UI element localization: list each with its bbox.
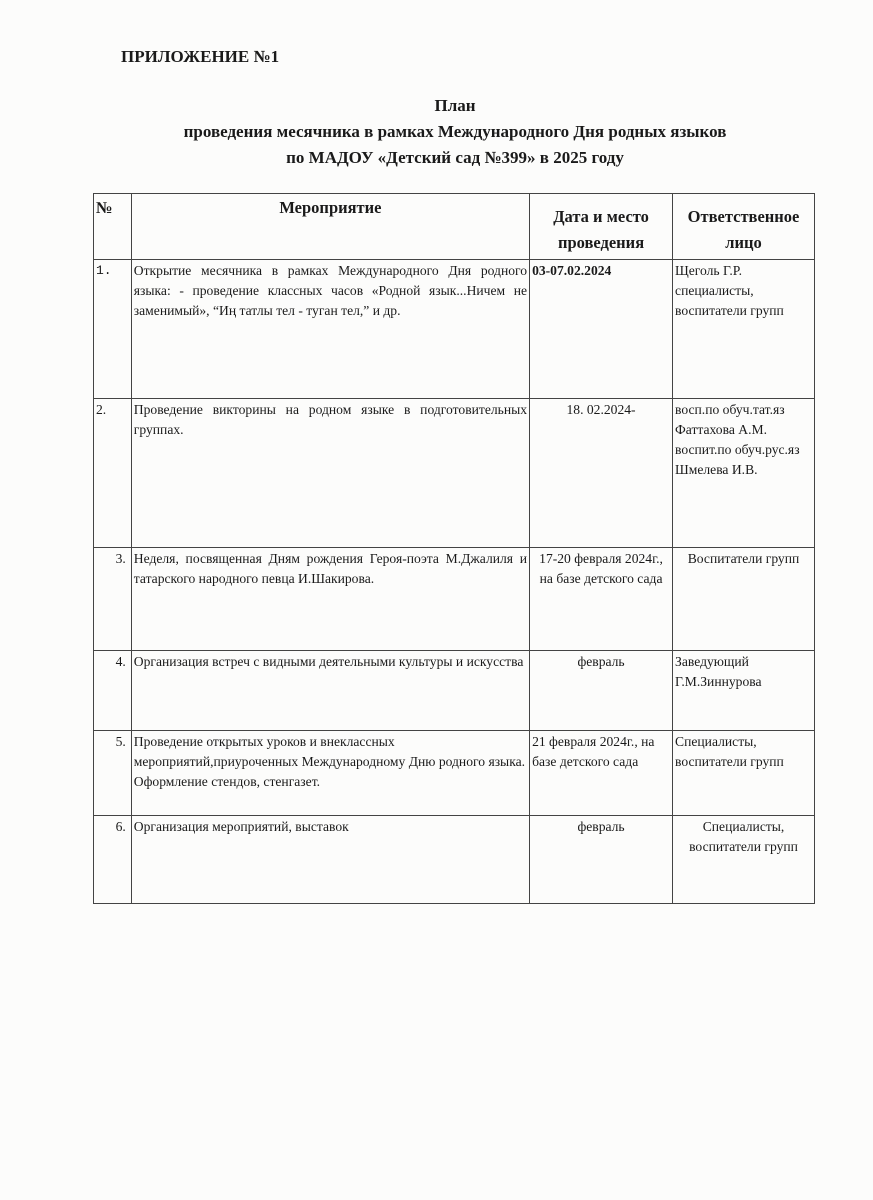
- row-date: февраль: [530, 816, 673, 904]
- row-responsible: Специалисты, воспитатели групп: [673, 731, 815, 816]
- row-date: 21 февраля 2024г., на базе детского сада: [530, 731, 673, 816]
- row-event: Организация мероприятий, выставок: [131, 816, 529, 904]
- table-header-row: [94, 194, 815, 260]
- row-event: Проведение викторины на родном языке в подготовительных группах.: [131, 399, 529, 548]
- row-event: Открытие месячника в рамках Международного Дня родного языка: - проведение классных часов «Родной язык...Ничем не заменимый», “Иң татлы тел - туган тел,” и др.: [131, 260, 529, 399]
- row-event: Проведение открытых уроков и внеклассных мероприятий,приуроченных Международному Дню родного языка. Оформление стендов, стенгазет.: [131, 731, 529, 816]
- row-number: 4.: [94, 651, 132, 731]
- header-number: №: [94, 194, 132, 260]
- row-number: 1.: [94, 260, 132, 399]
- title-line-1: План: [434, 96, 476, 115]
- row-responsible: восп.по обуч.тат.яз Фаттахова А.М. воспит.по обуч.рус.яз Шмелева И.В.: [673, 399, 815, 548]
- appendix-label: ПРИЛОЖЕНИЕ №1: [121, 47, 280, 66]
- row-date: 03-07.02.2024: [530, 260, 673, 399]
- table-row: [94, 548, 815, 651]
- plan-table: [93, 193, 815, 904]
- table-row: [94, 651, 815, 731]
- table-row: [94, 399, 815, 548]
- row-responsible: Заведующий Г.М.Зиннурова: [673, 651, 815, 731]
- header-date: Дата и место проведения: [530, 194, 673, 260]
- row-date: 18. 02.2024-: [530, 399, 673, 548]
- row-responsible: Щеголь Г.Р. специалисты, воспитатели групп: [673, 260, 815, 399]
- row-number: 5.: [94, 731, 132, 816]
- table-row: [94, 260, 815, 399]
- header-responsible: Ответственное лицо: [673, 194, 815, 260]
- title-line-3: по МАДОУ «Детский сад №399» в 2025 году: [286, 148, 624, 167]
- table-row: [94, 816, 815, 904]
- row-event: Организация встреч с видными деятельными культуры и искусства: [131, 651, 529, 731]
- table-row: [94, 731, 815, 816]
- document-title: [90, 93, 820, 171]
- row-number: 6.: [94, 816, 132, 904]
- row-number: 2.: [94, 399, 132, 548]
- row-date: 17-20 февраля 2024г., на базе детского сада: [530, 548, 673, 651]
- header-event: Мероприятие: [131, 194, 529, 260]
- row-responsible: Воспитатели групп: [673, 548, 815, 651]
- row-event: Неделя, посвященная Дням рождения Героя-поэта М.Джалиля и татарского народного певца И.Шакирова.: [131, 548, 529, 651]
- row-number: 3.: [94, 548, 132, 651]
- row-responsible: Специалисты, воспитатели групп: [673, 816, 815, 904]
- title-line-2: проведения месячника в рамках Международного Дня родных языков: [183, 122, 727, 141]
- row-date: февраль: [530, 651, 673, 731]
